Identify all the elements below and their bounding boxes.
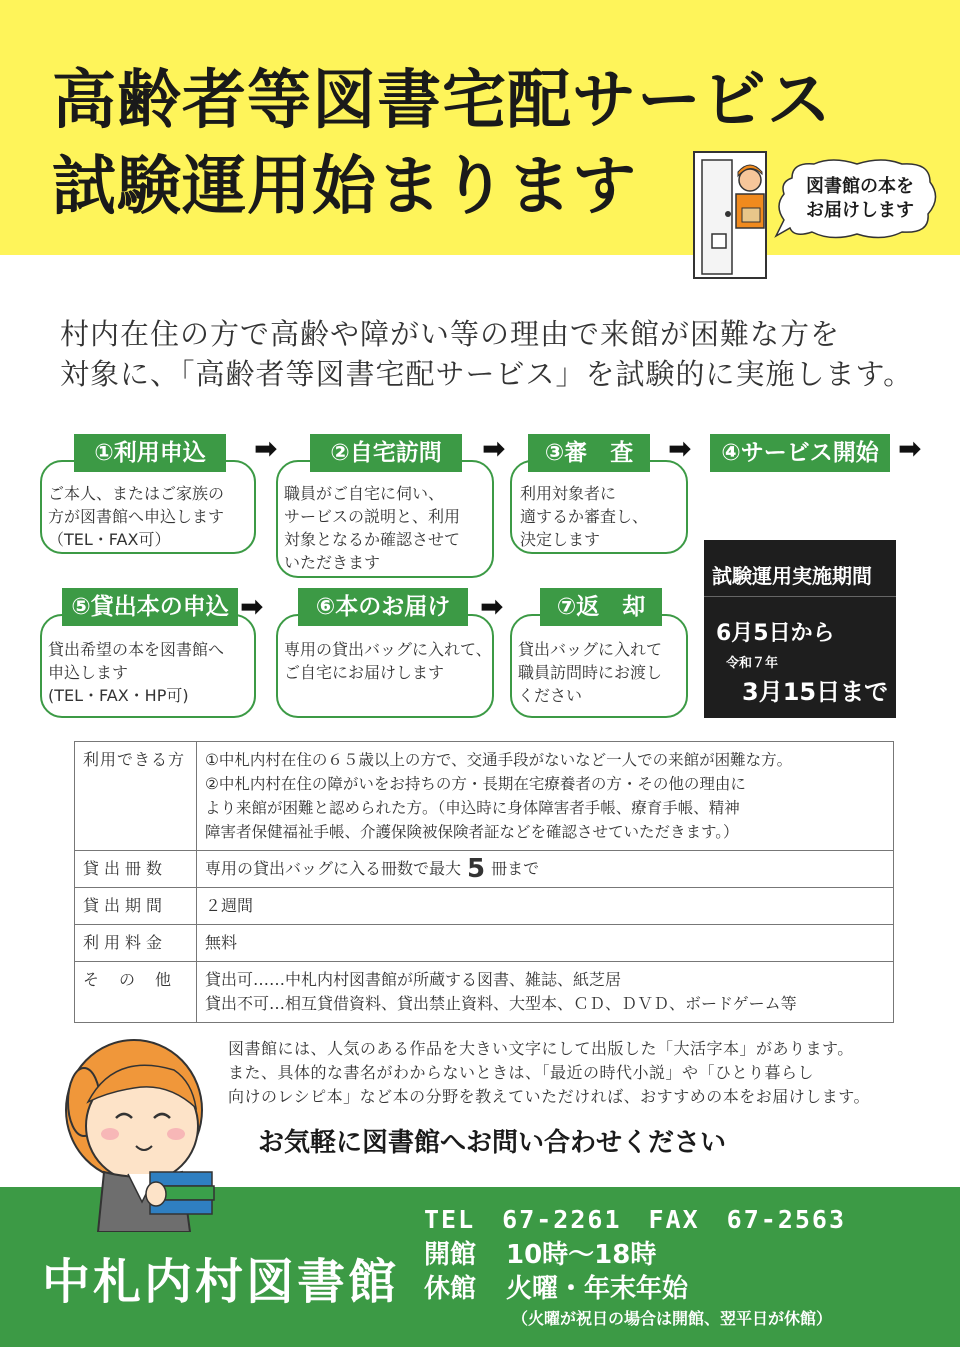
bubble-text-2: お届けします (806, 200, 914, 221)
step-2-label: ②自宅訪問 (310, 434, 462, 472)
note-line-2: また、具体的な書名がわからないときは、「最近の時代小説」や「ひとり暮らし (228, 1063, 815, 1082)
period-era: 令和７年 (726, 656, 779, 671)
arrow-right-icon: ➡ (254, 432, 278, 465)
arrow-right-icon: ➡ (480, 590, 504, 623)
step-5-label: ⑤貸出本の申込 (62, 588, 238, 626)
contact-tel-fax: TEL 67-2261 FAX 67-2563 (424, 1205, 847, 1234)
step-7-label: ⑦返 却 (540, 588, 662, 626)
closed-note: （火曜が祝日の場合は開館、翌平日が休館） (512, 1309, 833, 1328)
title-line-1: 高齢者等図書宅配サービス (52, 64, 832, 138)
step-2-text: 職員がご自宅に伺い、 サービスの説明と、利用 対象となるか確認させて いただきます (284, 484, 461, 572)
period-from: 6月5日から (716, 621, 835, 646)
service-details-table (74, 741, 894, 1023)
step-4-label: ④サービス開始 (710, 434, 890, 472)
closed-label: 休館 (424, 1274, 477, 1304)
open-hours: 10時～18時 (506, 1240, 657, 1270)
row-key: 利用できる方 (75, 742, 197, 851)
step-3-label: ③審 査 (528, 434, 650, 472)
table-row (75, 851, 894, 888)
bubble-text-1: 図書館の本を (806, 176, 914, 197)
arrow-right-icon: ➡ (482, 432, 506, 465)
open-label: 開館 (424, 1240, 477, 1270)
closed-days: 火曜・年末年始 (506, 1274, 689, 1304)
period-to: 3月15日まで (742, 678, 889, 706)
step-6-label: ⑥本のお届け (298, 588, 468, 626)
table-row (75, 742, 894, 851)
step-3-text: 利用対象者に 適するか審査し、 決定します (520, 484, 649, 549)
librarian-girl-illustration (64, 1022, 244, 1232)
row-value: 貸出可……中札内村図書館が所蔵する図書、雑誌、紙芝居 貸出不可…相互貸借資料、貸出禁止資料、大型本、ＣＤ、ＤＶＤ、ボードゲーム等 (197, 962, 894, 1023)
row-key: そ の 他 (75, 962, 197, 1023)
step-7-text: 貸出バッグに入れて 職員訪問時にお渡し ください (518, 640, 663, 705)
arrow-right-icon: ➡ (898, 432, 922, 465)
call-to-action: お気軽に図書館へお問い合わせください (258, 1128, 727, 1158)
intro-line-1: 村内在住の方で高齢や障がい等の理由で来館が困難な方を (60, 317, 841, 351)
step-1-text: ご本人、またはご家族の 方が図書館へ申込します （TEL・FAX可） (48, 484, 225, 549)
table-row (75, 925, 894, 962)
table-row (75, 888, 894, 925)
step-5-text: 貸出希望の本を図書館へ 申込します (TEL・FAX・HP可) (48, 640, 225, 705)
row-key: 貸出冊数 (75, 851, 197, 888)
period-divider (704, 596, 896, 597)
row-key: 利用料金 (75, 925, 197, 962)
arrow-right-icon: ➡ (240, 590, 264, 623)
table-row (75, 962, 894, 1023)
step-6-text: 専用の貸出バッグに入れて、 ご自宅にお届けします (284, 640, 492, 682)
title-line-2: 試験運用始まります (52, 150, 637, 224)
intro-line-2: 対象に、「高齢者等図書宅配サービス」を試験的に実施します。 (60, 357, 914, 391)
period-heading: 試験運用実施期間 (712, 564, 872, 588)
row-value: ２週間 (197, 888, 894, 925)
note-line-3: 向けのレシピ本」など本の分野を教えていただければ、おすすめの本をお届けします。 (228, 1087, 870, 1106)
row-key: 貸出期間 (75, 888, 197, 925)
door-delivery-illustration (690, 150, 770, 280)
arrow-right-icon: ➡ (668, 432, 692, 465)
step-1-label: ①利用申込 (74, 434, 226, 472)
row-value: ①中札内村在住の６５歳以上の方で、交通手段がないなど一人での来館が困難な方。 ②中札内村在住の障がいをお持ちの方・長期在宅療養者の方・その他の理由に より来館が困難と認められた方。（申込時に身体障害者手帳、療育手帳、精神 障害者保健福祉手帳、介護保険被保険者証などを確認させていただきます。） (197, 742, 894, 851)
library-name: 中札内村図書館 (42, 1254, 400, 1310)
row-value: 専用の貸出バッグに入る冊数で最大 5 冊まで (197, 851, 894, 888)
max-books-number: 5 (467, 854, 486, 884)
row-value: 無料 (197, 925, 894, 962)
note-line-1: 図書館には、人気のある作品を大きい文字にして出版した「大活字本」があります。 (228, 1039, 854, 1058)
